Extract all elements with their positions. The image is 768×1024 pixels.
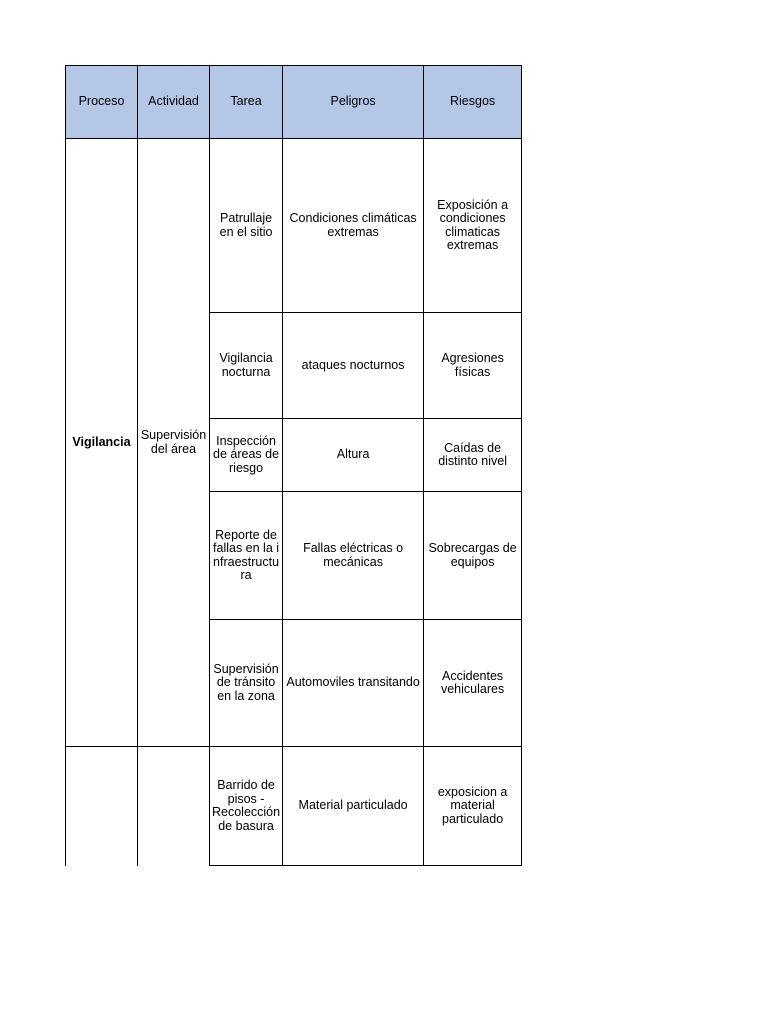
cell-peligro: ataques nocturnos xyxy=(283,313,424,419)
header-peligros: Peligros xyxy=(283,66,424,139)
cell-tarea: Supervisión de tránsito en la zona xyxy=(210,620,283,747)
header-row xyxy=(66,66,522,139)
cell-riesgo: exposicion a material particulado xyxy=(424,747,522,866)
cell-peligro: Altura xyxy=(283,419,424,492)
table-row xyxy=(66,139,522,313)
cell-tarea: Vigilancia nocturna xyxy=(210,313,283,419)
cell-riesgo: Sobrecargas de equipos xyxy=(424,492,522,620)
risk-matrix-table xyxy=(65,65,522,866)
header-actividad: Actividad xyxy=(138,66,210,139)
cell-riesgo: Exposición a condiciones climaticas extremas xyxy=(424,139,522,313)
cell-proceso xyxy=(66,747,138,866)
cell-riesgo: Caídas de distinto nivel xyxy=(424,419,522,492)
cell-tarea: Patrullaje en el sitio xyxy=(210,139,283,313)
cell-tarea: Barrido de pisos - Recolección de basura xyxy=(210,747,283,866)
cell-peligro: Automoviles transitando xyxy=(283,620,424,747)
cell-riesgo: Agresiones físicas xyxy=(424,313,522,419)
cell-tarea: Inspección de áreas de riesgo xyxy=(210,419,283,492)
table-row xyxy=(66,747,522,866)
cell-riesgo: Accidentes vehiculares xyxy=(424,620,522,747)
header-tarea: Tarea xyxy=(210,66,283,139)
cell-actividad: Supervisión del área xyxy=(138,139,210,747)
cell-peligro: Material particulado xyxy=(283,747,424,866)
header-riesgos: Riesgos xyxy=(424,66,522,139)
cell-actividad xyxy=(138,747,210,866)
cell-proceso: Vigilancia xyxy=(66,139,138,747)
cell-peligro: Fallas eléctricas o mecánicas xyxy=(283,492,424,620)
cell-tarea: Reporte de fallas en la infraestructura xyxy=(210,492,283,620)
cell-peligro: Condiciones climáticas extremas xyxy=(283,139,424,313)
header-proceso: Proceso xyxy=(66,66,138,139)
